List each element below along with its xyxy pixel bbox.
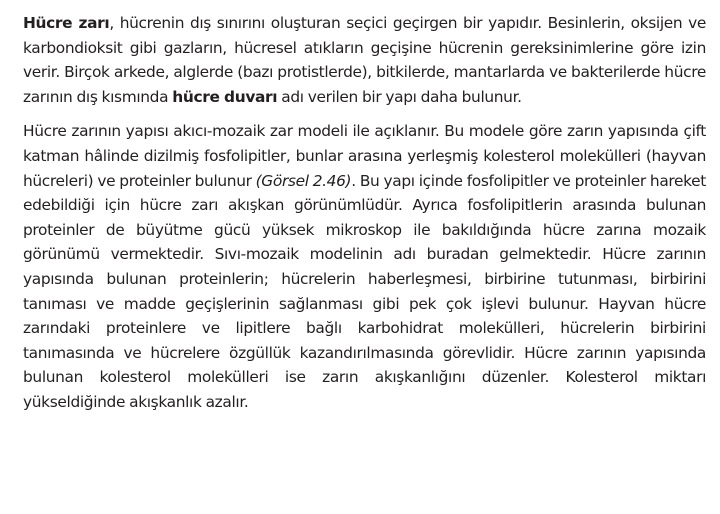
paragraph2-text-part1: Hücre zarının yapısı akıcı-mozaik zar modeli ile açıklanır. Bu modele göre zarın yapısında çift katman hâlinde dizilmiş fosfolipitler, bunlar arasına yerleşmiş kolesterol molekülleri (hayvan hücreleri) ve proteinler bulunur [23,122,706,190]
term-cell-wall: hücre duvarı [172,87,278,106]
paragraph-cell-membrane-definition [23,11,706,109]
paragraph1-text-part2: adı verilen bir yapı daha bulunur. [277,87,522,106]
paragraph1-text-part1: , hücrenin dış sınırını oluşturan seçici geçirgen bir yapıdır. Besinlerin, oksijen ve karbondioksit gibi gazların, hücresel atıkların geçişine hücrenin gereksinimlerine göre izin verir. Birçok arkede, alglerde (bazı protistlerde), bitkilerde, mantarlarda ve bakterilerde hücre zarının dış kısmında [23,14,706,106]
term-cell-membrane: Hücre zarı [23,14,110,32]
paragraph2-text-part2: . Bu yapı içinde fosfolipitler ve proteinler hareket edebildiği için hücre zarı akışkan görünümlüdür. Ayrıca fosfolipitlerin arasında bulunan proteinler de büyütme gücü yüksek mikroskop ile bakıldığında hücre zarına mozaik görünümü vermektedir. Sıvı-mozaik modelinin adı buradan gelmektedir. Hücre zarının yapısında bulunan proteinlerin; hücrelerin haberleşmesi, birbirine tutunması, birbirini tanıması ve madde geçişlerinin sağlanması gibi pek çok işlevi bulunur. Hayvan hücre zarındaki proteinlere ve lipitlere bağlı karbohidrat molekülleri, hücrelerin birbirini tanımasında ve hücrelere özgüllük kazandırılmasında görevlidir. Hücre zarının yapısında bulunan kolesterol molekülleri ise zarın akışkanlığını düzenler. Kolesterol miktarı yükseldiğinde akışkanlık azalır. [23,171,706,411]
figure-reference: (Görsel 2.46) [255,171,352,190]
paragraph-fluid-mosaic-model [23,119,706,414]
